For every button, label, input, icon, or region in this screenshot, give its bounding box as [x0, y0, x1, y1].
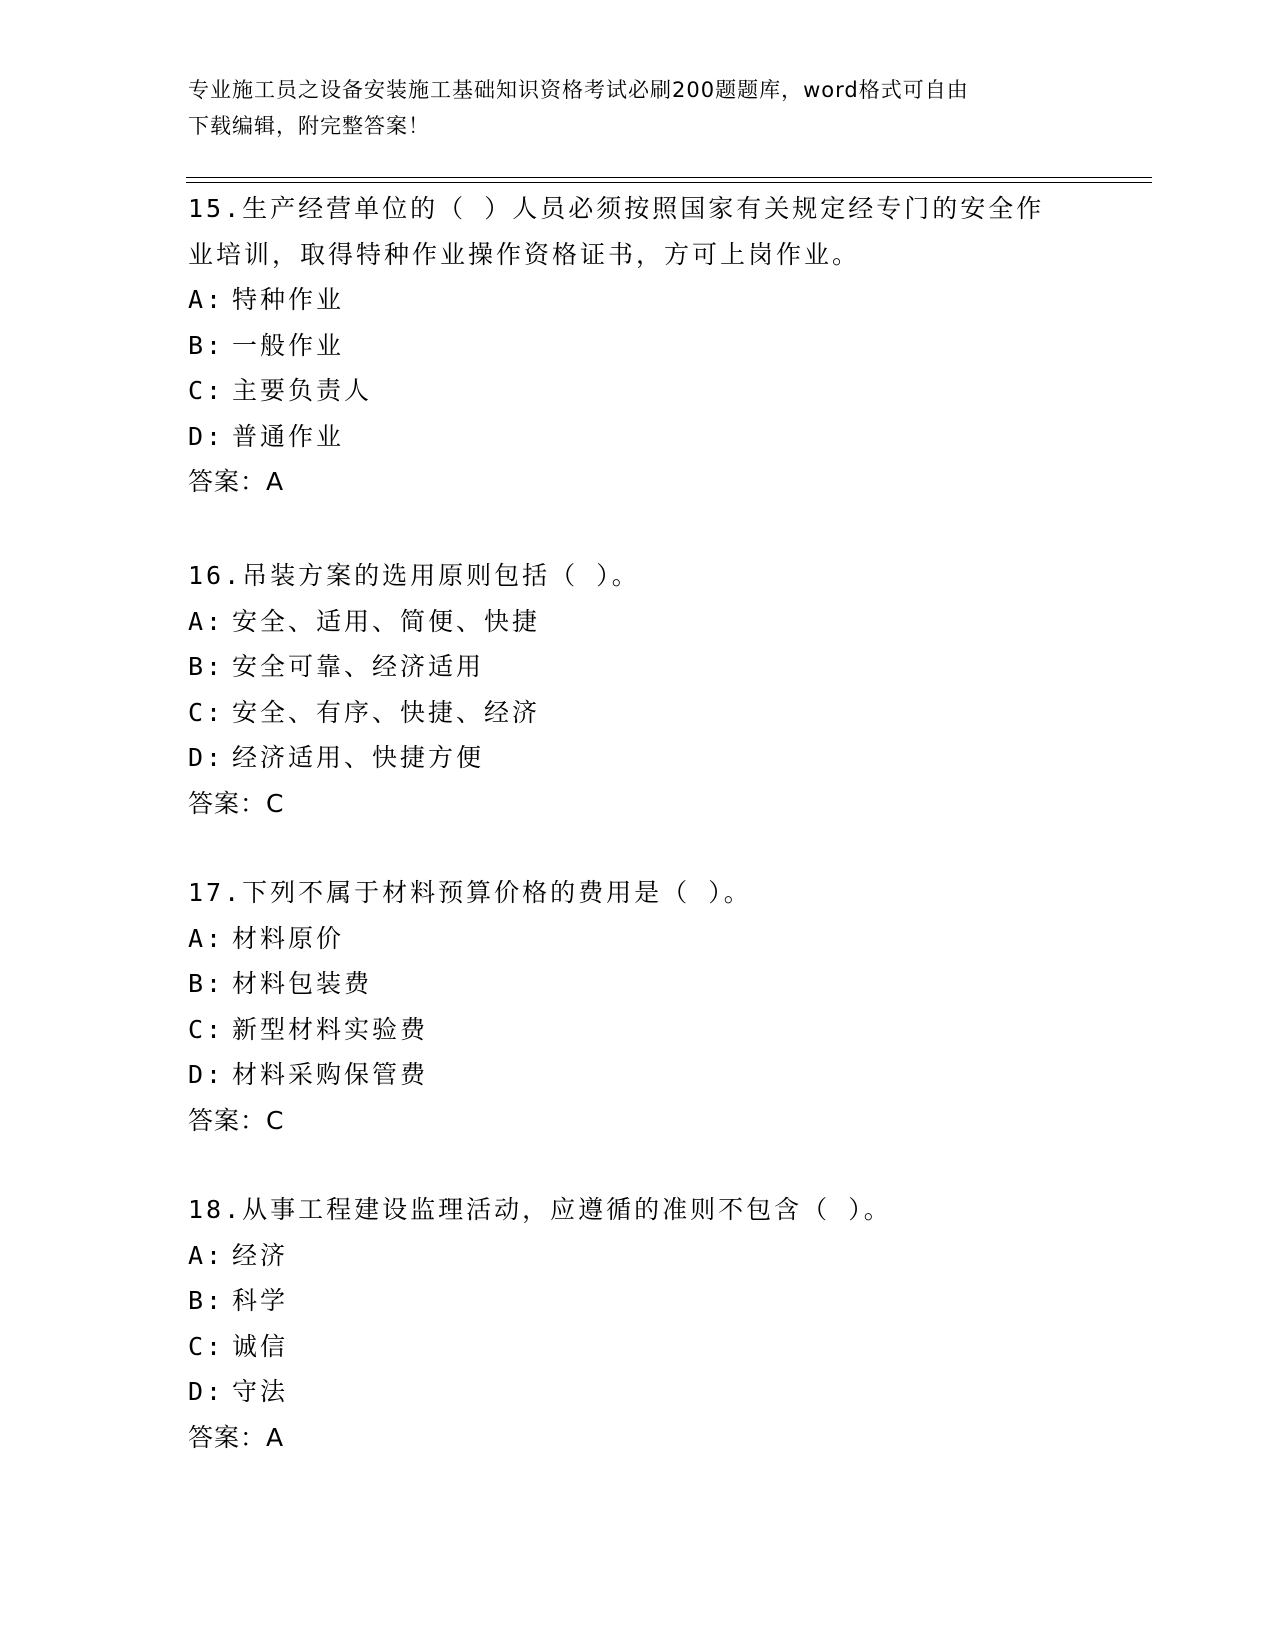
header-divider-top: [186, 177, 1152, 178]
option-key: A:: [188, 923, 225, 953]
option-key: D:: [188, 1377, 225, 1406]
option-a: [188, 916, 1088, 962]
option-text: 诚信: [232, 1331, 289, 1361]
option-text: 一般作业: [232, 330, 345, 360]
option-b: [188, 644, 1088, 690]
option-d: [188, 1052, 1088, 1098]
option-key: B:: [188, 330, 225, 360]
option-a: [188, 599, 1088, 645]
option-d: [188, 1369, 1088, 1415]
option-key: B:: [188, 652, 225, 681]
header-divider-bottom: [186, 182, 1152, 183]
option-text: 特种作业: [232, 285, 345, 314]
question-stem-line: 业培训，取得特种作业操作资格证书，方可上岗作业。: [188, 239, 861, 269]
option-d: [188, 735, 1088, 781]
option-text: 经济适用、快捷方便: [232, 743, 485, 772]
option-b: [188, 961, 1088, 1007]
option-key: A:: [188, 285, 225, 314]
answer-line: 答案：C: [188, 788, 285, 818]
option-key: D:: [188, 1060, 225, 1089]
question-16: [188, 553, 1088, 826]
question-stem-line: 15.生产经营单位的（ ）人员必须按照国家有关规定经专门的安全作: [188, 194, 1045, 223]
option-text: 普通作业: [232, 421, 345, 451]
option-text: 安全可靠、经济适用: [232, 652, 485, 681]
option-text: 安全、适用、简便、快捷: [232, 606, 541, 636]
option-c: [188, 368, 1088, 414]
question-17: [188, 870, 1088, 1143]
option-d: [188, 414, 1088, 460]
question-stem-line: 16.吊装方案的选用原则包括（ ）。: [188, 561, 640, 590]
question-15: [188, 186, 1088, 505]
question-stem-line: 18.从事工程建设监理活动，应遵循的准则不包含（ ）。: [188, 1195, 892, 1224]
option-b: [188, 323, 1088, 369]
header-line-2: 下载编辑，附完整答案！: [188, 114, 430, 138]
answer-line: 答案：A: [188, 1422, 285, 1452]
option-text: 科学: [232, 1286, 289, 1315]
option-text: 经济: [232, 1240, 289, 1270]
option-key: A:: [188, 606, 225, 636]
option-c: [188, 1324, 1088, 1370]
option-text: 守法: [232, 1377, 289, 1406]
option-text: 主要负责人: [232, 376, 373, 405]
document-header: [188, 72, 1068, 144]
option-text: 安全、有序、快捷、经济: [232, 697, 541, 727]
question-stem-line: 17.下列不属于材料预算价格的费用是（ ）。: [188, 878, 752, 907]
option-key: B:: [188, 1286, 225, 1315]
option-key: B:: [188, 969, 225, 998]
option-text: 材料包装费: [232, 969, 373, 998]
option-text: 新型材料实验费: [232, 1014, 429, 1044]
option-key: D:: [188, 743, 225, 772]
option-c: [188, 690, 1088, 736]
option-a: [188, 1233, 1088, 1279]
option-c: [188, 1007, 1088, 1053]
option-text: 材料原价: [232, 923, 345, 953]
option-b: [188, 1278, 1088, 1324]
option-key: C:: [188, 697, 225, 727]
option-key: C:: [188, 1014, 225, 1044]
question-18: [188, 1187, 1088, 1460]
option-key: D:: [188, 421, 225, 451]
option-key: A:: [188, 1240, 225, 1270]
answer-line: 答案：C: [188, 1105, 285, 1135]
option-text: 材料采购保管费: [232, 1060, 429, 1089]
answer-line: 答案：A: [188, 467, 285, 496]
option-a: [188, 277, 1088, 323]
header-line-1: 专业施工员之设备安装施工基础知识资格考试必刷200题题库，word格式可自由: [188, 78, 969, 102]
option-key: C:: [188, 1331, 225, 1361]
option-key: C:: [188, 376, 225, 405]
